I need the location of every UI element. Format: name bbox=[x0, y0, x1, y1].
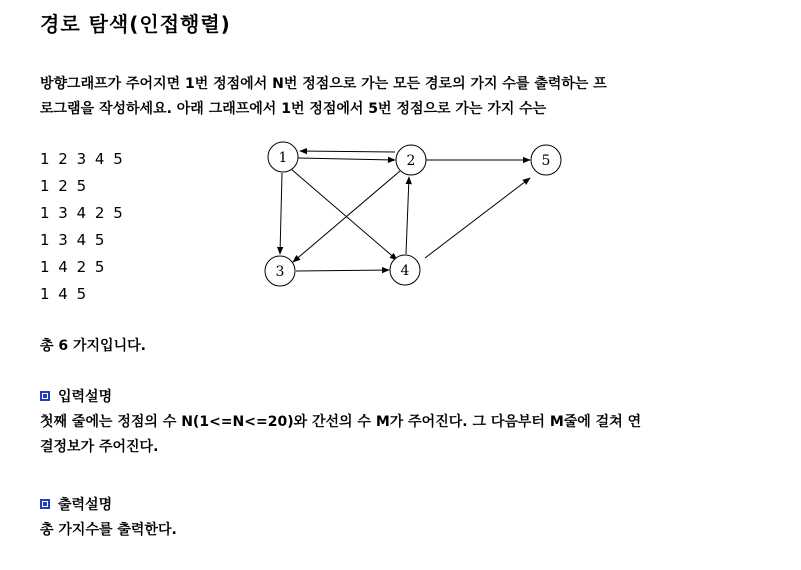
node-label: 3 bbox=[275, 264, 285, 280]
graph-node-4 bbox=[390, 255, 420, 285]
edge-1-3 bbox=[280, 173, 282, 254]
input-description bbox=[40, 410, 641, 460]
node-label: 2 bbox=[406, 153, 416, 169]
input-line-2: 결정보가 주어진다. bbox=[40, 439, 159, 455]
input-heading-label: 입력설명 bbox=[58, 389, 113, 405]
square-bullet-icon bbox=[40, 499, 50, 509]
path-item: 1 4 2 5 bbox=[40, 258, 107, 276]
path-item: 1 2 3 4 5 bbox=[40, 150, 125, 168]
path-item: 1 3 4 5 bbox=[40, 231, 107, 249]
problem-line-2: 로그램을 작성하세요. 아래 그래프에서 1번 정점에서 5번 정점으로 가는 가지 수는 bbox=[40, 101, 547, 117]
graph-node-2 bbox=[396, 145, 426, 175]
output-section-heading bbox=[40, 494, 112, 514]
edge-3-4 bbox=[296, 270, 389, 271]
square-bullet-icon bbox=[40, 391, 50, 401]
graph-node-3 bbox=[265, 256, 295, 286]
edge-1-2 bbox=[298, 158, 395, 160]
path-item: 1 4 5 bbox=[40, 285, 89, 303]
path-item: 1 3 4 2 5 bbox=[40, 204, 125, 222]
graph-node-1 bbox=[268, 142, 298, 172]
page-title: 경로 탐색(인접행렬) bbox=[40, 12, 231, 36]
output-description bbox=[40, 518, 177, 543]
graph-node-5 bbox=[531, 145, 561, 175]
edge-1-4 bbox=[291, 169, 397, 260]
output-heading-label: 출력설명 bbox=[58, 497, 113, 513]
node-label: 5 bbox=[541, 153, 551, 169]
path-item: 1 2 5 bbox=[40, 177, 89, 195]
node-label: 1 bbox=[278, 150, 288, 166]
input-section-heading bbox=[40, 386, 112, 406]
edge-4-5 bbox=[425, 178, 530, 258]
problem-line-1: 방향그래프가 주어지면 1번 정점에서 N번 정점으로 가는 모든 경로의 가지 수를 출력하는 프 bbox=[40, 76, 607, 92]
input-line-1: 첫째 줄에는 정점의 수 N(1<=N<=20)와 간선의 수 M가 주어진다. 그 다음부터 M줄에 걸쳐 연 bbox=[40, 414, 642, 430]
summary-text: 총 6 가지입니다. bbox=[40, 338, 146, 354]
edge-4-2 bbox=[406, 177, 409, 254]
output-line-1: 총 가지수를 출력한다. bbox=[40, 522, 177, 538]
edge-2-1 bbox=[300, 151, 395, 152]
node-label: 4 bbox=[400, 263, 410, 279]
